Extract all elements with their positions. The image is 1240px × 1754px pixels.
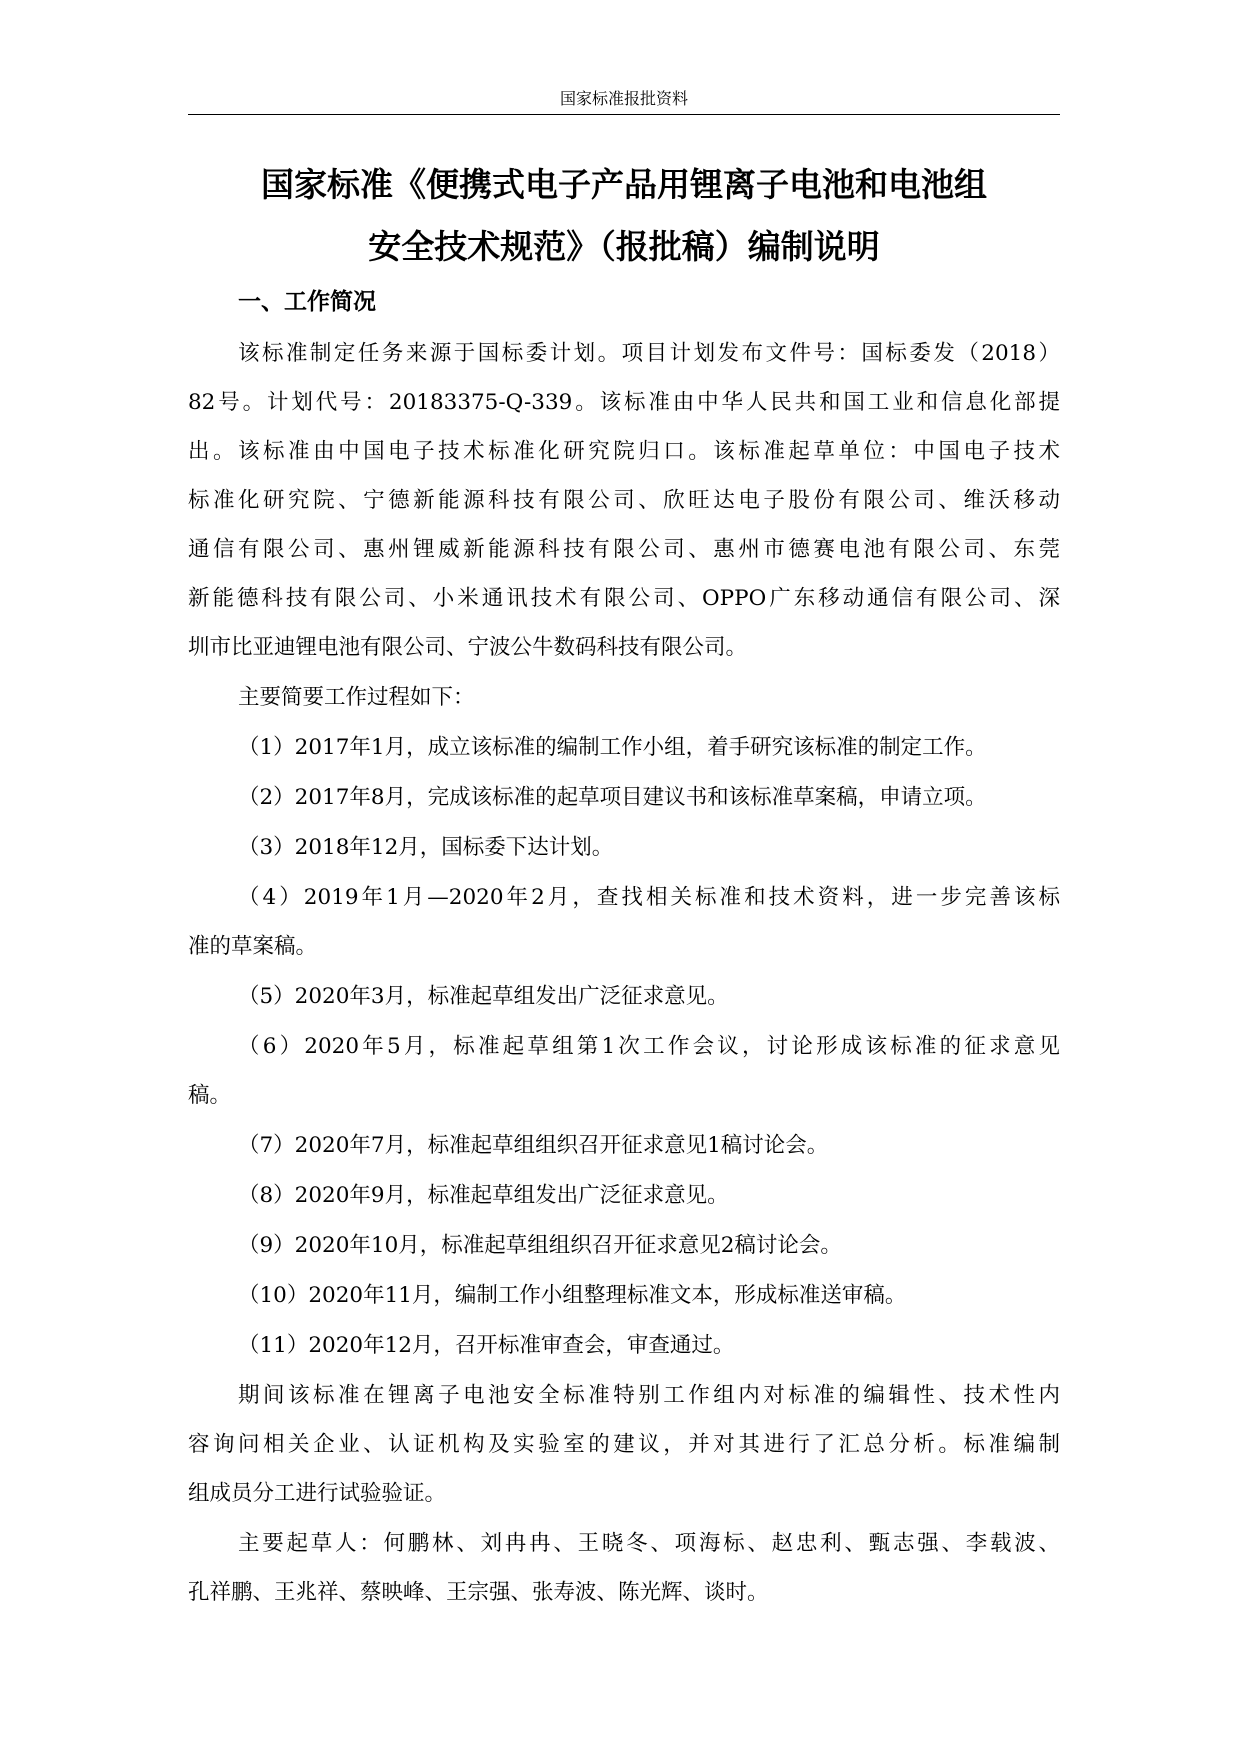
paragraph-line: 容询问相关企业、认证机构及实验室的建议，并对其进行了汇总分析。标准编制 <box>188 1432 1060 1457</box>
paragraph-line: 标准化研究院、宁德新能源科技有限公司、欣旺达电子股份有限公司、维沃移动 <box>188 488 1060 513</box>
process-step: （4）2019年1月—2020年2月，查找相关标准和技术资料，进一步完善该标 <box>238 885 1060 910</box>
paragraph-line: 圳市比亚迪锂电池有限公司、宁波公牛数码科技有限公司。 <box>188 635 748 660</box>
process-step: （9）2020年10月，标准起草组组织召开征求意见2稿讨论会。 <box>238 1233 842 1258</box>
section-heading: 一、工作简况 <box>238 289 376 315</box>
paragraph-line: 通信有限公司、惠州锂威新能源科技有限公司、惠州市德赛电池有限公司、东莞 <box>188 537 1060 562</box>
document-title-line-2: 安全技术规范》（报批稿）编制说明 <box>368 227 880 266</box>
process-step: （5）2020年3月，标准起草组发出广泛征求意见。 <box>238 984 729 1009</box>
process-step: 准的草案稿。 <box>188 934 318 959</box>
process-step: （1）2017年1月，成立该标准的编制工作小组，着手研究该标准的制定工作。 <box>238 735 987 760</box>
process-step: （3）2018年12月，国标委下达计划。 <box>238 835 614 860</box>
page-header: 国家标准报批资料 <box>559 89 688 108</box>
process-step: （7）2020年7月，标准起草组组织召开征求意见1稿讨论会。 <box>238 1133 829 1158</box>
paragraph-line: 82号。计划代号：20183375-Q-339。该标准由中华人民共和国工业和信息化部提 <box>188 390 1060 415</box>
process-step: （2）2017年8月，完成该标准的起草项目建议书和该标准草案稿，申请立项。 <box>238 785 987 810</box>
paragraph-line: 组成员分工进行试验验证。 <box>188 1481 447 1506</box>
process-step: （11）2020年12月，召开标准审查会，审查通过。 <box>238 1333 735 1358</box>
process-step: （8）2020年9月，标准起草组发出广泛征求意见。 <box>238 1183 729 1208</box>
paragraph-line: 该标准制定任务来源于国标委计划。项目计划发布文件号：国标委发（2018） <box>238 341 1060 366</box>
process-intro: 主要简要工作过程如下： <box>238 685 475 710</box>
process-step: （10）2020年11月，编制工作小组整理标准文本，形成标准送审稿。 <box>238 1283 907 1308</box>
process-step: （6）2020年5月，标准起草组第1次工作会议，讨论形成该标准的征求意见 <box>238 1034 1060 1059</box>
header-divider <box>188 114 1060 115</box>
drafters-line: 主要起草人：何鹏林、刘冉冉、王晓冬、项海标、赵忠利、甄志强、李载波、 <box>238 1531 1060 1556</box>
paragraph-line: 期间该标准在锂离子电池安全标准特别工作组内对标准的编辑性、技术性内 <box>238 1383 1060 1408</box>
drafters-line: 孔祥鹏、王兆祥、蔡映峰、王宗强、张寿波、陈光辉、谈时。 <box>188 1580 769 1605</box>
paragraph-line: 出。该标准由中国电子技术标准化研究院归口。该标准起草单位：中国电子技术 <box>188 439 1060 464</box>
process-step: 稿。 <box>188 1083 232 1108</box>
document-title-line-1: 国家标准《便携式电子产品用锂离子电池和电池组 <box>261 165 987 204</box>
paragraph-line: 新能德科技有限公司、小米通讯技术有限公司、OPPO广东移动通信有限公司、深 <box>188 586 1060 611</box>
